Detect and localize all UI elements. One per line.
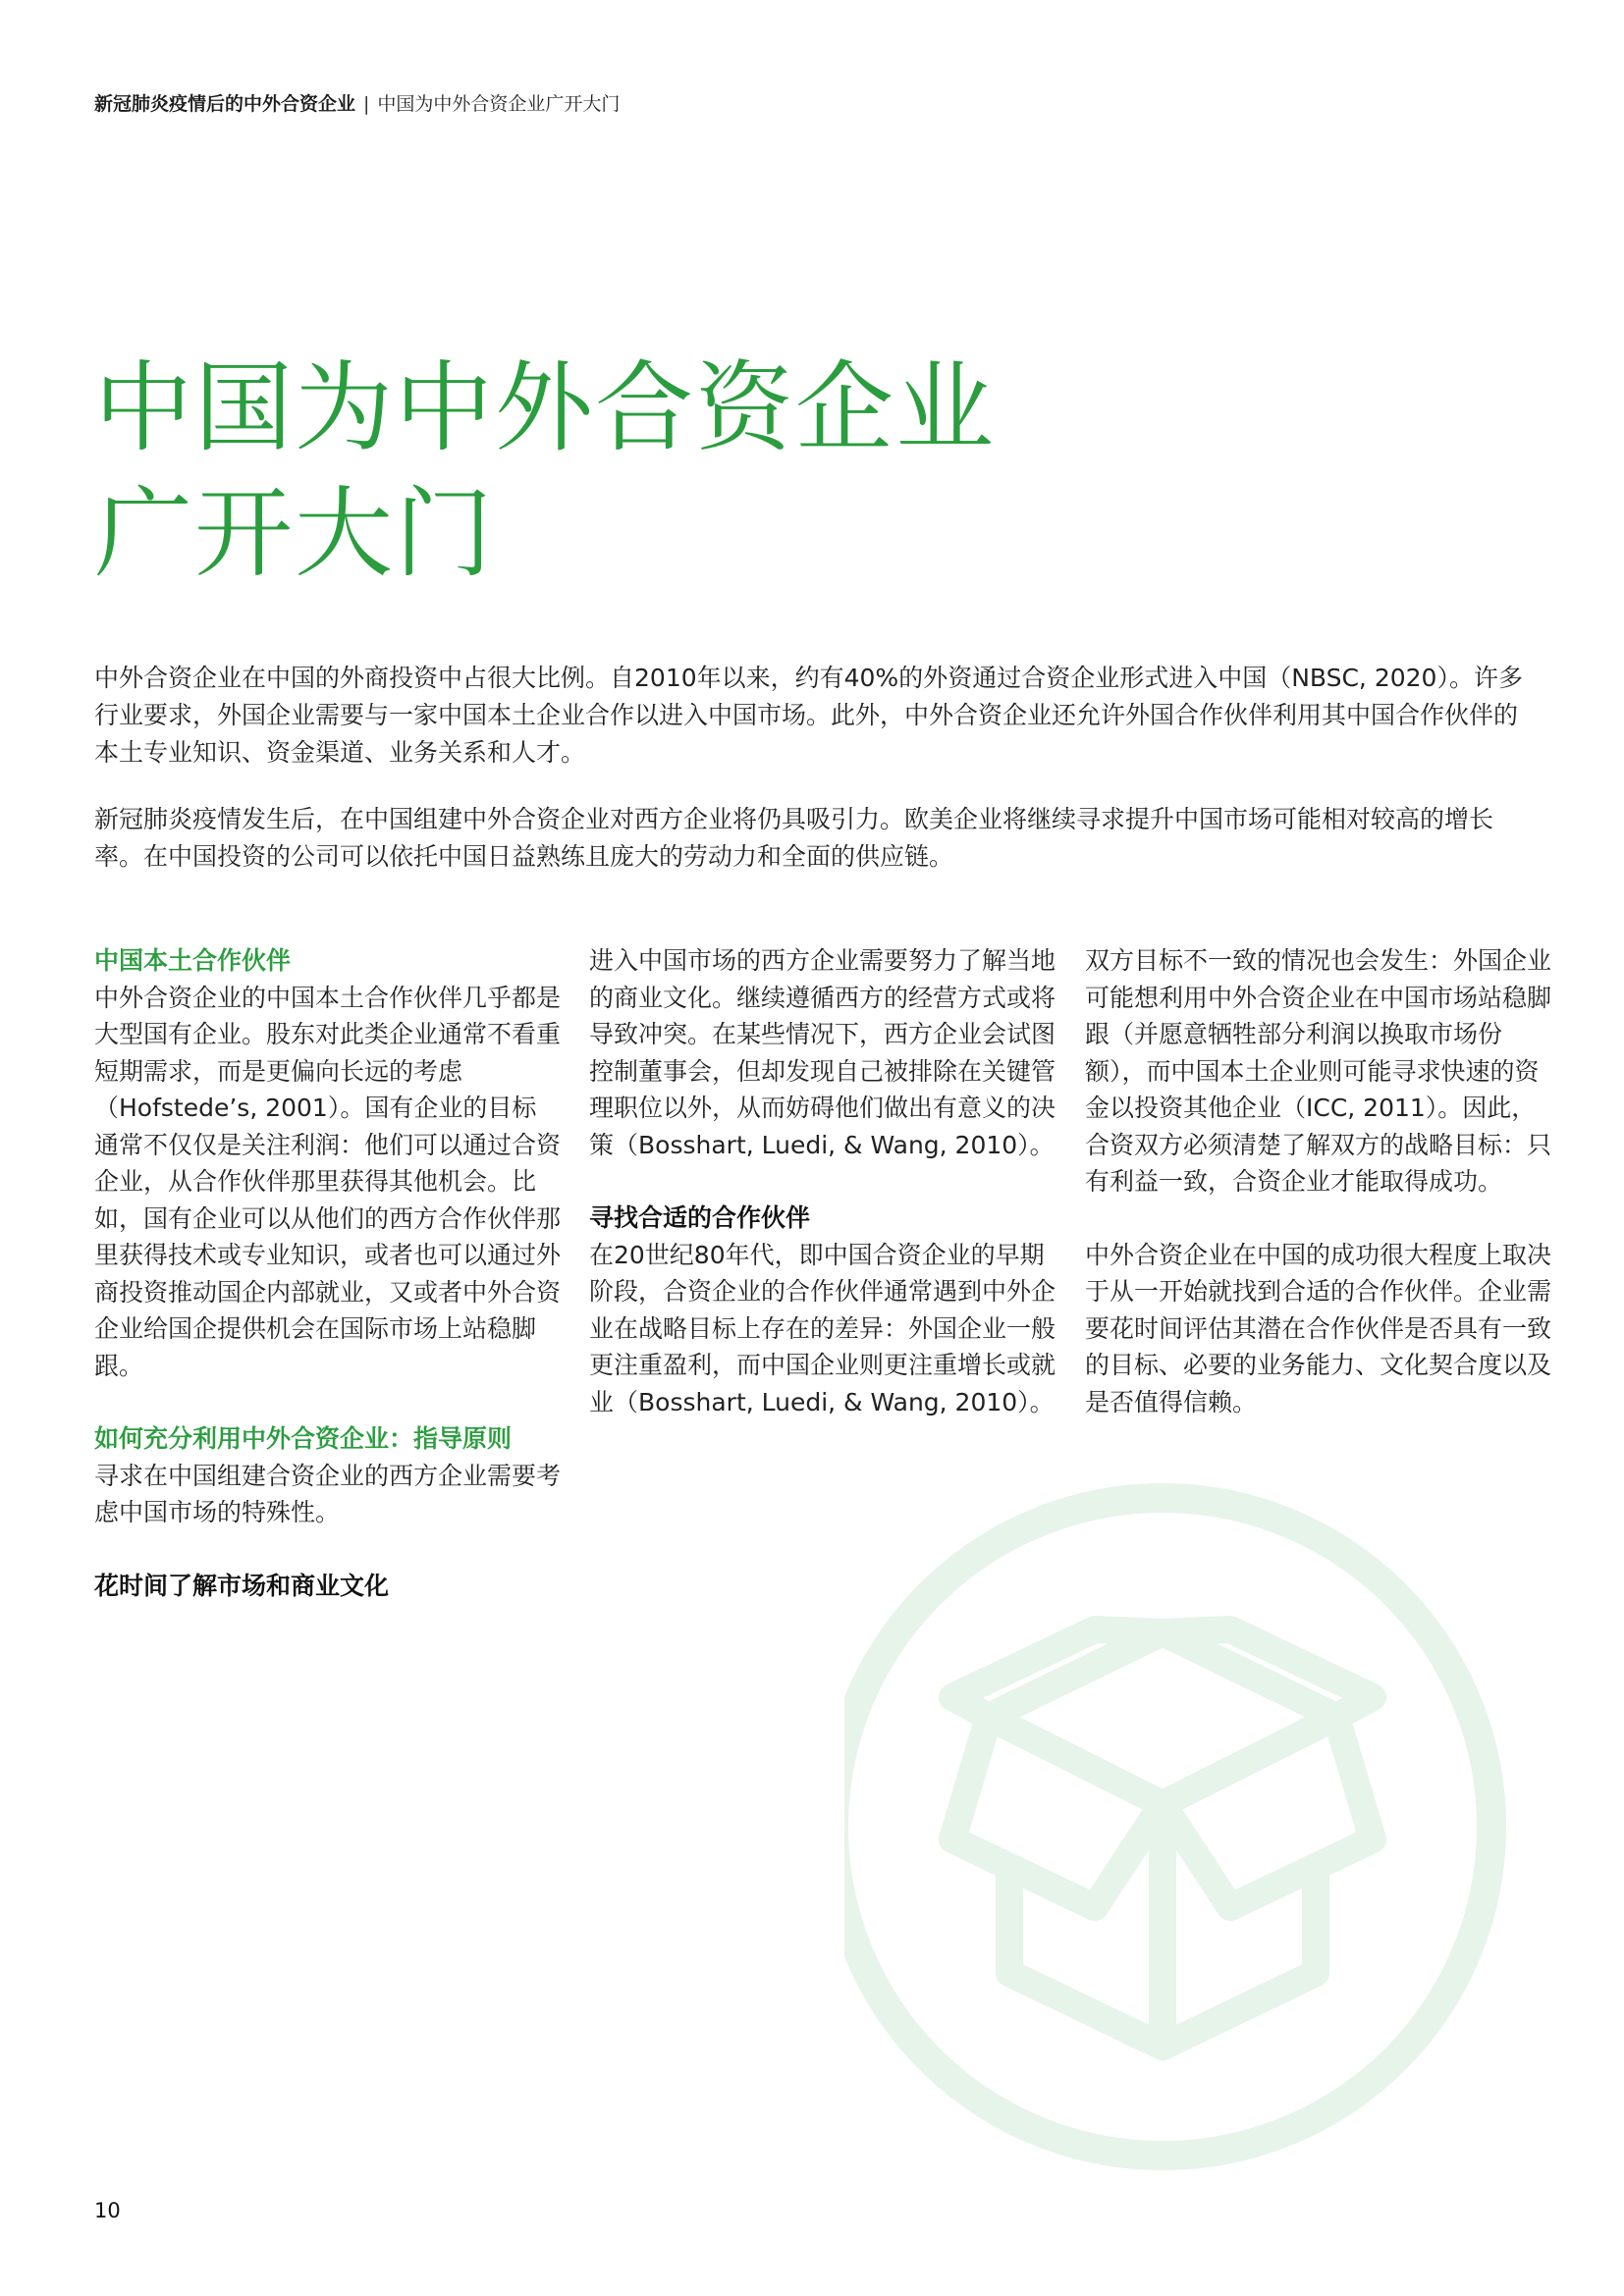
body-paragraph: 寻求在中国组建合资企业的西方企业需要考虑中国市场的特殊性。 xyxy=(94,1461,562,1526)
body-paragraph: 在20世纪80年代，即中国合资企业的早期阶段，合资企业的合作伙伴通常遇到中外企业在战略目标上存在的差异：外国企业一般更注重盈利，而中国企业则更注重增长或就业（Bosshart, Luedi, & Wang, 2010）。 xyxy=(589,1240,1056,1416)
running-header xyxy=(94,92,620,116)
intro-paragraph: 中外合资企业在中国的外商投资中占很大比例。自2010年以来，约有40%的外资通过合资企业形式进入中国（NBSC, 2020）。许多行业要求，外国企业需要与一家中国本土企业合作以进入中国市场。此外，中外合资企业还允许外国合作伙伴利用其中国合作伙伴的本土专业知识、资金渠道、业务关系和人才。 xyxy=(94,664,1523,767)
intro-paragraph: 新冠肺炎疫情发生后，在中国组建中外合资企业对西方企业将仍具吸引力。欧美企业将继续寻求提升中国市场可能相对较高的增长率。在中国投资的公司可以依托中国日益熟练且庞大的劳动力和全面的供应链。 xyxy=(94,805,1494,871)
body-paragraph: 进入中国市场的西方企业需要努力了解当地的商业文化。继续遵循西方的经营方式或将导致冲突。在某些情况下，西方企业会试图控制董事会，但却发现自己被排除在关键管理职位以外，从而妨碍他们做出有意义的决策（Bosshart, Luedi, & Wang, 2010）。 xyxy=(589,946,1056,1159)
page-title xyxy=(94,346,996,597)
spacer xyxy=(589,1163,1056,1200)
subheading-understand-market: 花时间了解市场和商业文化 xyxy=(94,1571,390,1600)
column-1 xyxy=(94,942,561,1604)
page-title-line-1: 中国为中外合资企业 xyxy=(94,350,996,465)
open-box-in-circle-icon xyxy=(844,1477,1542,2174)
column-2 xyxy=(589,942,1056,1420)
spacer xyxy=(94,1384,561,1420)
section-heading-local-partner: 中国本土合作伙伴 xyxy=(94,946,292,975)
running-header-chapter: 中国为中外合资企业广开大门 xyxy=(377,93,621,115)
subheading-find-partner: 寻找合适的合作伙伴 xyxy=(589,1203,811,1232)
spacer xyxy=(1085,1201,1551,1237)
running-header-section: 新冠肺炎疫情后的中外合资企业 xyxy=(94,93,356,115)
section-heading-guidelines: 如何充分利用中外合资企业：指导原则 xyxy=(94,1424,513,1453)
column-3 xyxy=(1085,942,1551,1420)
spacer xyxy=(94,1531,561,1568)
body-paragraph: 双方目标不一致的情况也会发生：外国企业可能想利用中外合资企业在中国市场站稳脚跟（并愿意牺牲部分利润以换取市场份额），而中国本土企业则可能寻求快速的资金以投资其他企业（ICC, 2011）。因此，合资双方必须清楚了解双方的战略目标：只有利益一致，合资企业才能取得成功。 xyxy=(1085,946,1552,1196)
running-header-separator: | xyxy=(363,93,370,115)
intro-section xyxy=(94,660,1538,905)
page-title-line-2: 广开大门 xyxy=(94,476,495,591)
body-paragraph: 中外合资企业在中国的成功很大程度上取决于从一开始就找到合适的合作伙伴。企业需要花时间评估其潜在合作伙伴是否具有一致的目标、必要的业务能力、文化契合度以及是否值得信赖。 xyxy=(1085,1240,1552,1416)
page-number: 10 xyxy=(94,2199,121,2222)
body-paragraph: 中外合资企业的中国本土合作伙伴几乎都是大型国有企业。股东对此类企业通常不看重短期需求，而是更偏向长远的考虑（Hofstede’s, 2001）。国有企业的目标通常不仅仅是关注利润：他们可以通过合资企业，从合作伙伴那里获得其他机会。比如，国有企业可以从他们的西方合作伙伴那里获得技术或专业知识，或者也可以通过外商投资推动国企内部就业，又或者中外合资企业给国企提供机会在国际市场上站稳脚跟。 xyxy=(94,983,562,1380)
